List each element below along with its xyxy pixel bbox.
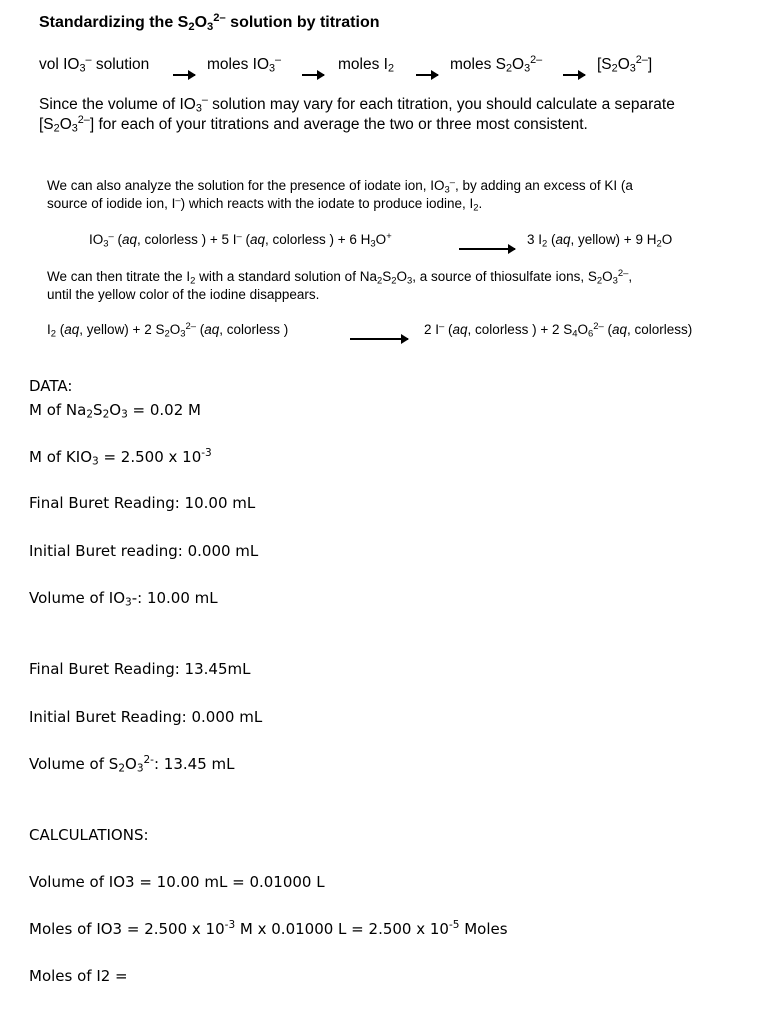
flow-step-moles-iodine: moles $I_2$ [338,56,394,75]
equation-thiosulfate-reaction-left: $I_2$ (aq, yellow) + 2 $S_2O_3^{2-}$ (aq, colorless ) [47,320,289,340]
data-heading: DATA: [29,377,73,395]
arrow-icon [563,66,585,84]
flow-step-volume: vol $IO_3^-$ solution [39,54,150,75]
initial-buret-reading-1: Initial Buret reading: 0.000 mL [29,542,259,560]
calculations-heading: CALCULATIONS: [29,826,149,844]
molarity-iodate: M of $KIO_3 = 2.500$ x $10^{-3}$ [29,447,212,468]
titration-paragraph: We can then titrate the $I_2$ with a standard solution of $Na_2S_2O_3$, a source of thiosulfate ions, $S_2O_3^{2-}$, until the yellow color of the iodine disappears. [47,267,633,302]
intro-paragraph: Since the volume of $IO_3^-$ solution may vary for each titration, you should calculate a separate $[S_2O_3^{2-}]$ for each of your titrations and average the two or three most consistent. [39,94,675,135]
calc-moles-iodate: Moles of IO3 = 2.500 x $10^{-3}$ M x 0.01000 L = 2.500 x $10^{-5}$ Moles [29,919,508,938]
equation-iodate-reaction-right: 3 $I_2$ (aq, yellow) + 9 $H_2O$ [527,232,673,250]
volume-iodate: Volume of $IO_3-$: 10.00 mL [29,589,218,609]
final-buret-reading-2: Final Buret Reading: 13.45mL [29,660,251,678]
reaction-arrow-icon [350,330,408,348]
arrow-icon [302,66,324,84]
arrow-icon [416,66,438,84]
flow-step-concentration: $[S_2O_3^{2-}]$ [597,54,653,75]
volume-thiosulfate: Volume of $S_2O_3^{2-}$: 13.45 mL [29,754,235,775]
arrow-icon [173,66,195,84]
reaction-arrow-icon [459,240,515,258]
calc-moles-iodine: Moles of I2 = [29,967,128,985]
flow-step-moles-thiosulfate: moles $S_2O_3^{2-}$ [450,54,543,75]
iodate-analysis-paragraph: We can also analyze the solution for the presence of iodate ion, $IO_3^-$, by adding an excess of KI (a source of iodide ion, I–) which reacts with the iodate to produce iodine, $I_2$. [47,176,633,214]
molarity-thiosulfate: M of $Na_2S_2O_3 = 0.02$ M [29,401,201,421]
flow-step-moles-iodate: moles $IO_3^-$ [207,54,282,75]
initial-buret-reading-2: Initial Buret Reading: 0.000 mL [29,708,263,726]
document-title: Standardizing the $S_2O_3^{2-}$ solution by titration [39,11,380,33]
calc-volume-iodate: Volume of IO3 = 10.00 mL = 0.01000 L [29,873,325,891]
final-buret-reading-1: Final Buret Reading: 10.00 mL [29,494,256,512]
equation-thiosulfate-reaction-right: 2 I– (aq, colorless ) + 2 $S_4O_6^{2-}$ (aq, colorless) [424,320,693,340]
equation-iodate-reaction-left: $IO_3^-$ (aq, colorless ) + 5 I– (aq, colorless ) + 6 $H_3O^+$ [89,230,392,250]
